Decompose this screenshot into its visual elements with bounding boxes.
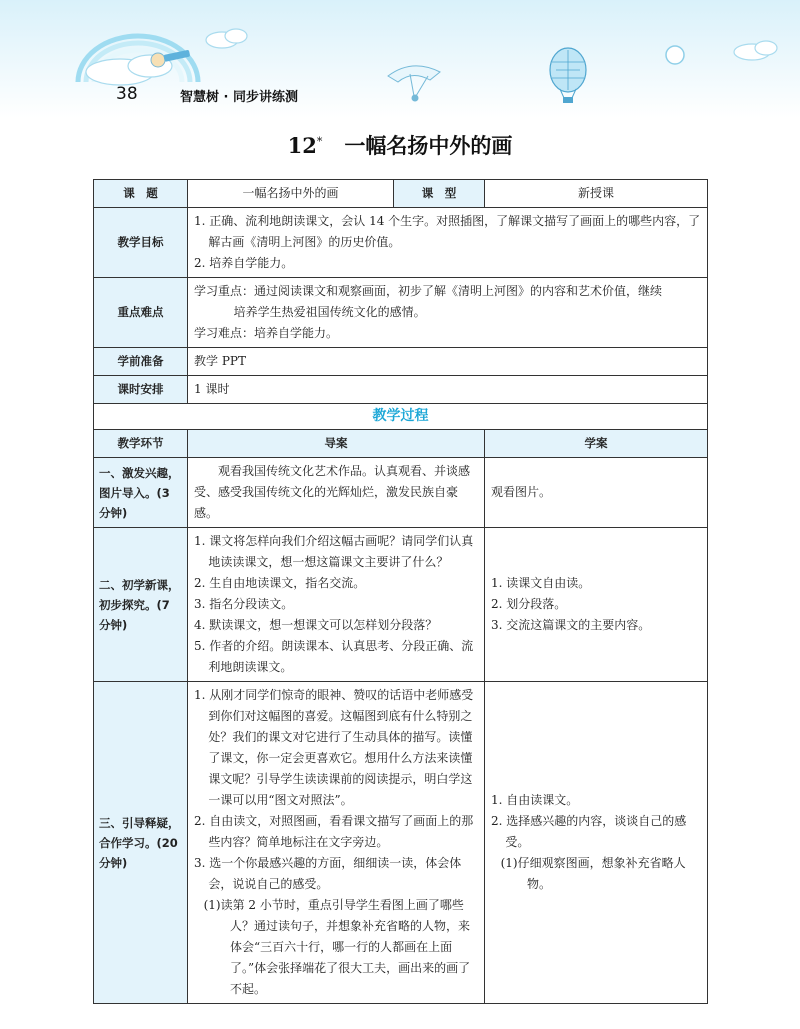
goals-label: 教学目标 (94, 208, 188, 278)
process-title-row (94, 404, 708, 430)
page-number: 38 (116, 84, 138, 104)
time-row (94, 376, 708, 404)
col-stage-header: 教学环节 (94, 430, 188, 458)
prep-row (94, 348, 708, 376)
guide-item: 3. 选一个你最感兴趣的方面，细细读一读，体会体会，说说自己的感受。 (194, 856, 462, 891)
study-text: 观看图片。 (491, 485, 552, 499)
time-value: 1 课时 (188, 376, 708, 404)
topic-label: 课 题 (94, 180, 188, 208)
topic-row (94, 180, 708, 208)
study-cell (485, 682, 708, 1004)
goals-content (188, 208, 708, 278)
type-value: 新授课 (485, 180, 708, 208)
lesson-plan-table (93, 179, 708, 1004)
study-item: 2. 划分段落。 (491, 597, 567, 611)
guide-item: 2. 自由读文，对照图画，看看课文描写了画面上的那些内容？简单地标注在文字旁边。 (194, 814, 474, 849)
goals-row (94, 208, 708, 278)
key-points-content (188, 278, 708, 348)
study-item: 3. 交流这篇课文的主要内容。 (491, 618, 651, 632)
prep-value: 教学 PPT (188, 348, 708, 376)
series-title: 智慧树 · 同步讲练测 (180, 90, 298, 105)
lesson-title (0, 130, 800, 160)
stage-cell: 二、初学新课，初步探究。(7 分钟) (94, 528, 188, 682)
guide-cell (188, 682, 485, 1004)
process-section-title: 教学过程 (94, 404, 708, 430)
hot-air-balloon-icon (550, 48, 586, 103)
stage-cell: 一、激发兴趣，图片导入。(3 分钟) (94, 458, 188, 528)
study-cell (485, 528, 708, 682)
stage-cell: 三、引导释疑，合作学习。(20 分钟) (94, 682, 188, 1004)
process-row (94, 682, 708, 1004)
guide-cell (188, 458, 485, 528)
guide-item: 4. 默读课文，想一想课文可以怎样划分段落？ (194, 618, 438, 632)
key-points-row (94, 278, 708, 348)
guide-item: 5. 作者的介绍。朗读课本、认真思考、分段正确、流利地朗读课文。 (194, 639, 474, 674)
paraglider-icon (388, 66, 440, 101)
cloud-icon (734, 41, 777, 60)
goal-item: 1. 正确、流利地朗读课文，会认 14 个生字。对照插图，了解课文描写了画面上的哪些内容，了解古画《清明上河图》的历史价值。 (194, 214, 701, 249)
process-row (94, 528, 708, 682)
study-item: 1. 自由读课文。 (491, 793, 579, 807)
study-item: 1. 读课文自由读。 (491, 576, 591, 590)
study-subitem: (1)仔细观察图画，想象补充省略人物。 (500, 856, 686, 891)
key-point-text: 学习重点：通过阅读课文和观察画面，初步了解《清明上河图》的内容和艺术价值，继续 (194, 284, 663, 298)
process-row (94, 458, 708, 528)
guide-text: 观看我国传统文化艺术作品。认真观看、并谈感受、感受我国传统文化的光辉灿烂，激发民族自豪感。 (194, 464, 471, 520)
goal-item: 2. 培养自学能力。 (194, 256, 294, 270)
guide-item: 1. 课文将怎样向我们介绍这幅古画呢？请同学们认真地读读课文，想一想这篇课文主要讲了什么？ (194, 534, 474, 569)
key-points-label: 重点难点 (94, 278, 188, 348)
guide-item: 2. 生自由地读课文，指名交流。 (194, 576, 366, 590)
sun-icon (666, 46, 684, 64)
optional-lesson-mark: * (316, 135, 323, 148)
guide-cell (188, 528, 485, 682)
col-study-header: 学案 (485, 430, 708, 458)
cloud-icon (206, 29, 247, 48)
key-difficulty-text: 学习难点：培养自学能力。 (194, 326, 339, 340)
key-point-text: 培养学生热爱祖国传统文化的感情。 (233, 305, 426, 319)
study-cell (485, 458, 708, 528)
guide-item: 1. 从刚才同学们惊奇的眼神、赞叹的话语中老师感受到你们对这幅图的喜爱。这幅图到底有什么特别之处？我们的课文对它进行了生动具体的描写。读懂了课文，你一定会更喜欢它。想用什么方法来读懂课文呢？引导学生读读课前的阅读提示，明白学这一课可以用“图文对照法”。 (194, 688, 474, 807)
guide-subitem: (1)读第 2 小节时，重点引导学生看图上画了哪些人？通过读句子，并想象补充省略的人物，来体会“三百六十行，哪一行的人都画在上面了。”体会张择端花了很大工夫，画出来的画了不起。 (203, 898, 471, 996)
lesson-number: 12 (287, 133, 317, 158)
process-header-row (94, 430, 708, 458)
col-guide-header: 导案 (188, 430, 485, 458)
time-label: 课时安排 (94, 376, 188, 404)
lesson-title-text: 一幅名扬中外的画 (344, 133, 513, 158)
prep-label: 学前准备 (94, 348, 188, 376)
guide-item: 3. 指名分段读文。 (194, 597, 294, 611)
topic-value: 一幅名扬中外的画 (188, 180, 394, 208)
type-label: 课 型 (394, 180, 485, 208)
study-item: 2. 选择感兴趣的内容，谈谈自己的感受。 (491, 814, 687, 849)
